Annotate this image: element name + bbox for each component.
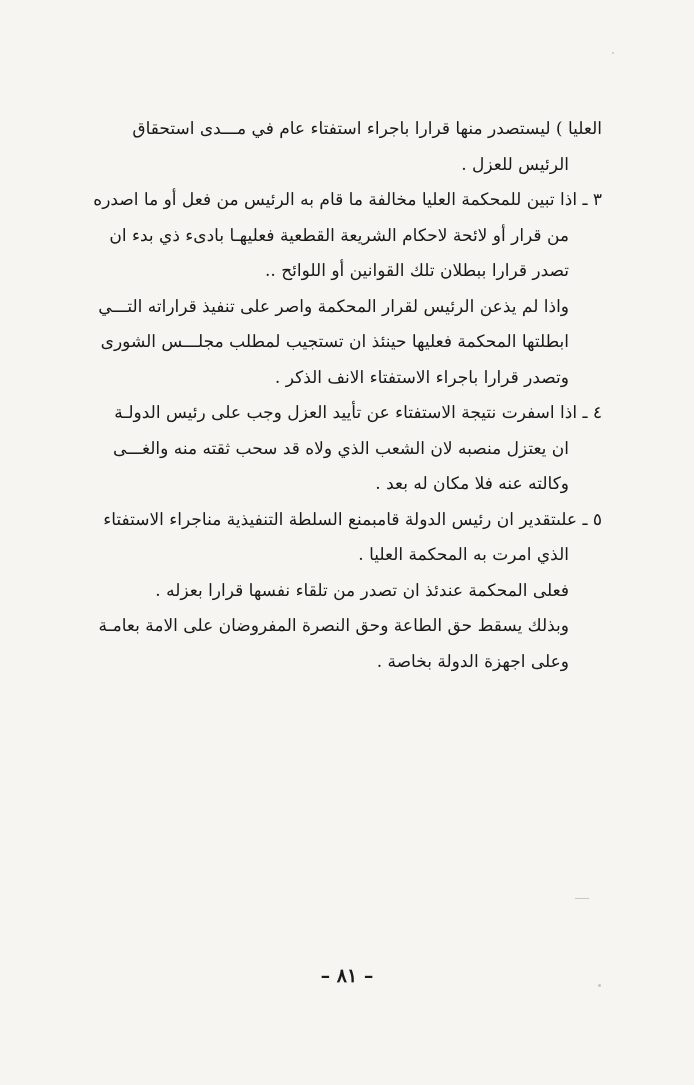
text-line: فعلى المحكمة عندئذ ان تصدر من تلقاء نفسها قرارا بعزله . — [155, 580, 569, 601]
paper-speck — [575, 898, 589, 899]
text-line: تصدر قرارا ببطلان تلك القوانين أو اللوائح .. — [264, 261, 569, 281]
text-line: الذي امرت به المحكمة العليا . — [358, 545, 569, 565]
text-line: ٥ ـ علىتقدير ان رئيس الدولة قامبمنع السلطة التنفيذية مناجراء الاستفتاء — [103, 509, 602, 530]
text-line: وتصدر قرارا باجراء الاستفتاء الانف الذكر . — [274, 367, 569, 388]
text-line: الرئيس للعزل . — [461, 154, 569, 175]
text-line: واذا لم يذعن الرئيس لقرار المحكمة واصر على تنفيذ قراراته التـــي — [98, 296, 569, 317]
text-line: ٣ ـ اذا تبين للمحكمة العليا مخالفة ما قام به الرئيس من فعل أو ما اصدره — [93, 190, 602, 210]
body-text — [80, 112, 602, 680]
page-number: – ٨١ – — [320, 965, 374, 987]
text-line: وبذلك يسقط حق الطاعة وحق النصرة المفروضان على الامة بعامـة — [98, 616, 569, 636]
text-line: من قرار أو لائحة لاحكام الشريعة القطعية فعليهـا بادىء ذي بدء ان — [109, 225, 569, 246]
text-line: ابطلتها المحكمة فعليها حينئذ ان تستجيب لمطلب مجلـــس الشورى — [100, 332, 569, 352]
text-line: ان يعتزل منصبه لان الشعب الذي ولاه قد سحب ثقته منه والغـــى — [112, 438, 569, 459]
text-line: وعلى اجهزة الدولة بخاصة . — [376, 651, 569, 672]
paper-speck — [598, 984, 601, 987]
paper-speck — [612, 52, 614, 54]
text-line: وكالته عنه فلا مكان له بعد . — [375, 474, 569, 494]
text-line: العليا ) ليستصدر منها قرارا باجراء استفتاء عام في مـــدى استحقاق — [132, 119, 602, 139]
text-line: ٤ ـ اذا اسفرت نتيجة الاستفتاء عن تأييد العزل وجب على رئيس الدولـة — [114, 403, 602, 423]
